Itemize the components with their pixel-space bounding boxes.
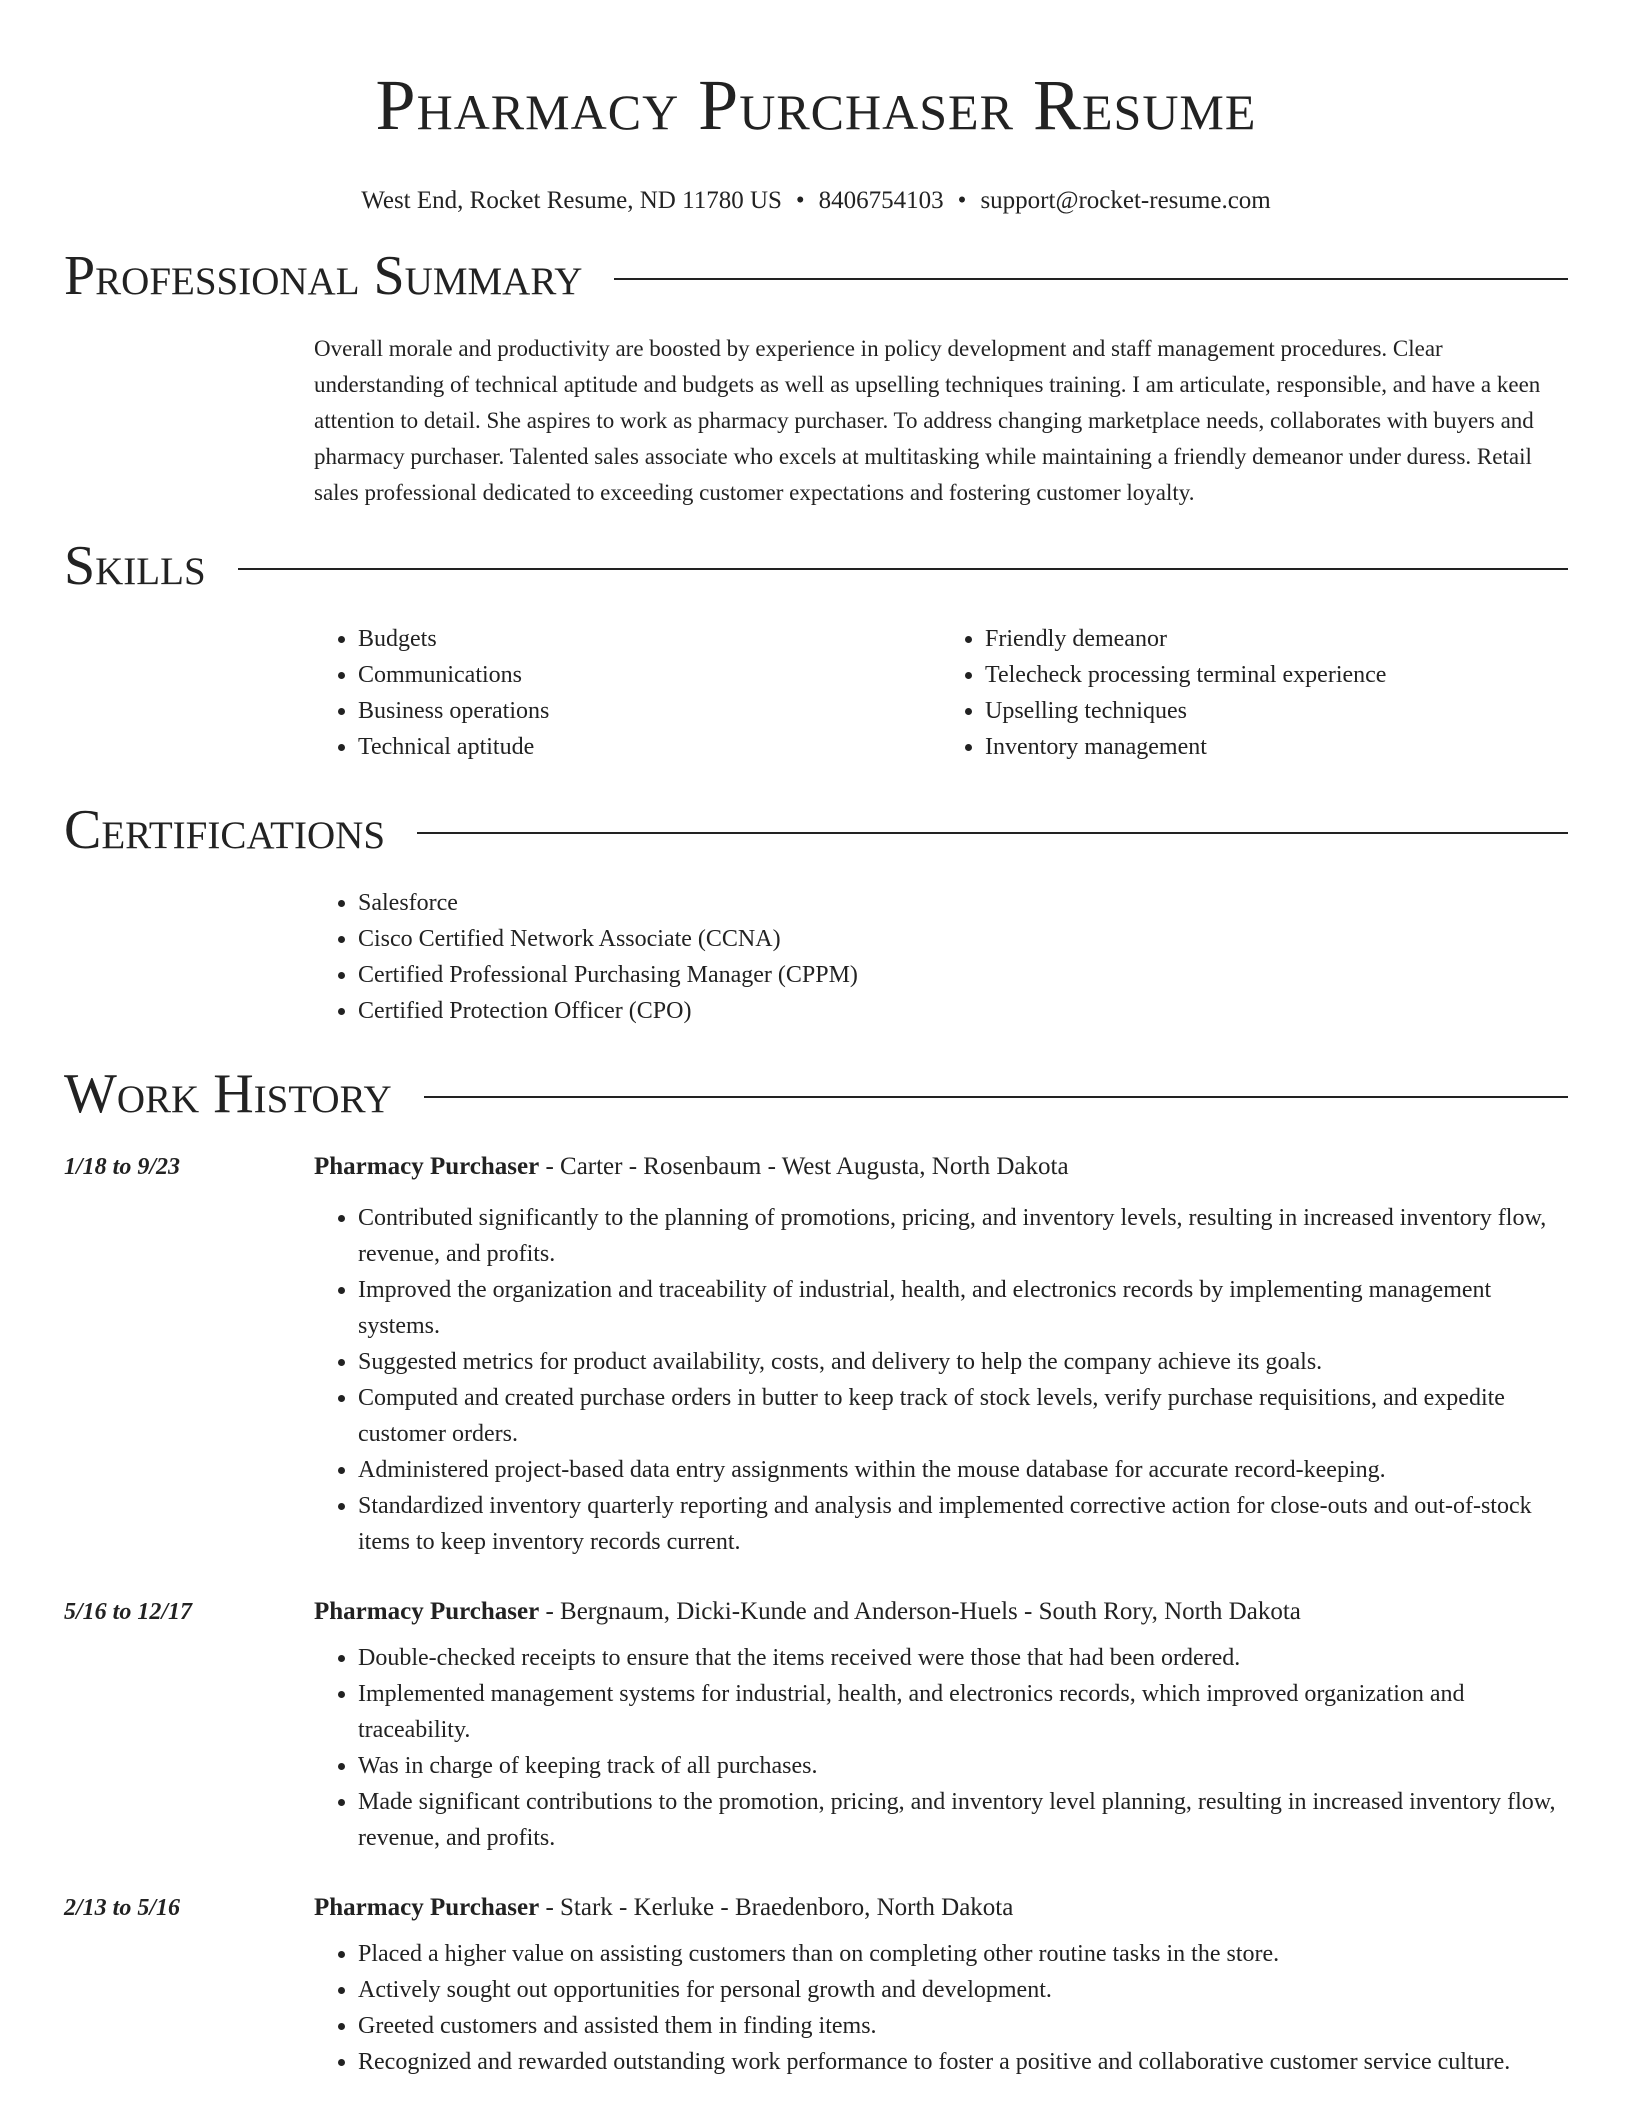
job-bullet: • Actively sought out opportunities for personal growth and development.	[358, 1972, 1568, 2008]
job-bullet: • Double-checked receipts to ensure that the items received were those that had been ordered.	[358, 1640, 1568, 1676]
skills-list	[314, 621, 1568, 765]
job-bullets	[314, 1200, 1568, 1560]
skills-section-header	[64, 531, 1568, 601]
work-history-section-header	[64, 1059, 1568, 1129]
job-title: Pharmacy Purchaser	[314, 1153, 540, 1180]
job-bullet: • Placed a higher value on assisting customers than on completing other routine tasks in the store.	[358, 1936, 1568, 1972]
job-bullet: • Computed and created purchase orders in butter to keep track of stock levels, verify purchase requisitions, and expedite customer orders.	[358, 1380, 1568, 1452]
job-bullets	[314, 1936, 1568, 2080]
job-title: Pharmacy Purchaser	[314, 1598, 540, 1625]
job-title-line	[314, 1149, 1568, 1185]
address: West End, Rocket Resume, ND 11780 US	[361, 187, 782, 214]
job-bullet: • Was in charge of keeping track of all purchases.	[358, 1748, 1568, 1784]
job-bullet: • Greeted customers and assisted them in finding items.	[358, 2008, 1568, 2044]
certification-item: • Certified Professional Purchasing Manager (CPPM)	[358, 957, 1568, 993]
skill-item: • Telecheck processing terminal experience	[985, 657, 1568, 693]
job-body	[314, 1149, 1568, 1560]
job-bullet: • Improved the organization and traceability of industrial, health, and electronics records by implementing management systems.	[358, 1272, 1568, 1344]
section-divider	[238, 568, 1568, 570]
job-body	[314, 1594, 1568, 1856]
job-employer: - Bergnaum, Dicki-Kunde and Anderson-Huels - South Rory, North Dakota	[539, 1598, 1301, 1625]
separator: •	[795, 187, 805, 214]
skill-item: • Business operations	[358, 693, 941, 729]
job-entry	[64, 1594, 1568, 1856]
skill-item: • Friendly demeanor	[985, 621, 1568, 657]
certifications-list	[314, 885, 1568, 1029]
certifications-heading: Certifications	[64, 799, 386, 861]
phone: 8406754103	[818, 187, 944, 214]
skill-item: • Budgets	[358, 621, 941, 657]
summary-heading: Professional Summary	[64, 245, 583, 307]
resume-title: Pharmacy Purchaser Resume	[375, 65, 1257, 145]
job-dates: 1/18 to 9/23	[64, 1154, 181, 1180]
job-bullet: • Made significant contributions to the promotion, pricing, and inventory level planning, resulting in increased inventory flow, revenue, and profits.	[358, 1784, 1568, 1856]
skill-item: • Technical aptitude	[358, 729, 941, 765]
skills-column-left	[314, 621, 941, 765]
certification-item: • Salesforce	[358, 885, 1568, 921]
email[interactable]: support@rocket-resume.com	[980, 187, 1271, 214]
job-bullets	[314, 1640, 1568, 1856]
skill-item: • Communications	[358, 657, 941, 693]
skills-column-right	[941, 621, 1568, 765]
job-bullet: • Suggested metrics for product availability, costs, and delivery to help the company achieve its goals.	[358, 1344, 1568, 1380]
contact-line	[64, 185, 1568, 217]
job-employer: - Stark - Kerluke - Braedenboro, North Dakota	[539, 1894, 1014, 1921]
job-bullet: • Recognized and rewarded outstanding work performance to foster a positive and collaborative customer service culture.	[358, 2044, 1568, 2080]
skills-heading: Skills	[64, 535, 206, 597]
job-dates: 5/16 to 12/17	[64, 1599, 193, 1625]
skill-item: • Upselling techniques	[985, 693, 1568, 729]
certification-item: • Certified Protection Officer (CPO)	[358, 993, 1568, 1029]
job-entry	[64, 1149, 1568, 1560]
job-title-line	[314, 1890, 1568, 1926]
certification-item: • Cisco Certified Network Associate (CCNA)	[358, 921, 1568, 957]
job-dates: 2/13 to 5/16	[64, 1895, 181, 1921]
separator: •	[957, 187, 967, 214]
job-bullet: • Implemented management systems for industrial, health, and electronics records, which improved organization and traceability.	[358, 1676, 1568, 1748]
section-divider	[417, 832, 1568, 834]
job-employer: - Carter - Rosenbaum - West Augusta, North Dakota	[539, 1153, 1069, 1180]
summary-section-header	[64, 241, 1568, 311]
job-title: Pharmacy Purchaser	[314, 1894, 540, 1921]
job-bullet: • Administered project-based data entry assignments within the mouse database for accurate record-keeping.	[358, 1452, 1568, 1488]
certifications-section-header	[64, 795, 1568, 865]
section-divider	[424, 1096, 1568, 1098]
certifications-items	[314, 885, 1568, 1029]
job-bullet: • Contributed significantly to the planning of promotions, pricing, and inventory levels, resulting in increased inventory flow, revenue, and profits.	[358, 1200, 1568, 1272]
job-entry	[64, 1890, 1568, 2080]
skill-item: • Inventory management	[985, 729, 1568, 765]
job-body	[314, 1890, 1568, 2080]
section-divider	[614, 278, 1568, 280]
job-bullet: • Standardized inventory quarterly reporting and analysis and implemented corrective action for close-outs and out-of-stock items to keep inventory records current.	[358, 1488, 1568, 1560]
work-history-heading: Work History	[64, 1063, 392, 1125]
job-title-line	[314, 1594, 1568, 1630]
summary-text: Overall morale and productivity are boosted by experience in policy development and staff management procedures. Clear understanding of technical aptitude and budgets as well as upselling techniques training. I am articulate, responsible, and have a keen attention to detail. She aspires to work as pharmacy purchaser. To address changing marketplace needs, collaborates with buyers and pharmacy purchaser. Talented sales associate who excels at multitasking while maintaining a friendly demeanor under duress. Retail sales professional dedicated to exceeding customer expectations and fostering customer loyalty.	[314, 336, 1541, 505]
